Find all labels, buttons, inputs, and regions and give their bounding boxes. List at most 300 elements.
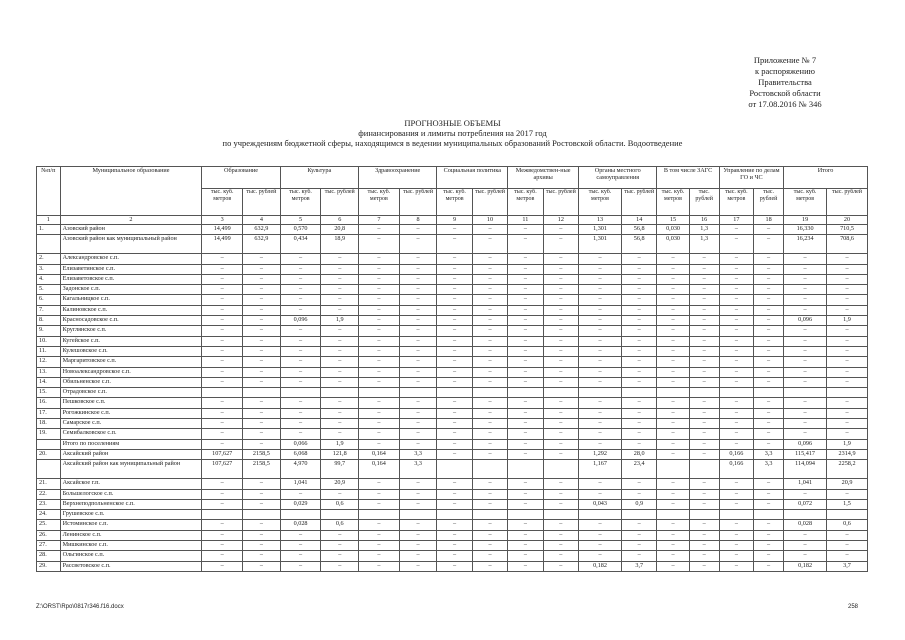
value-cell: – [202, 357, 243, 367]
value-cell: 0,182 [579, 561, 622, 571]
table-row [37, 295, 868, 305]
column-number: 15 [657, 216, 689, 225]
value-cell: – [359, 225, 400, 235]
municipality-name: Аксайский район как муниципальный район [60, 460, 202, 479]
table-row [37, 388, 868, 398]
value-cell: – [472, 254, 507, 264]
municipality-name: Аксайское г.п. [60, 479, 202, 489]
value-cell: 2158,5 [243, 460, 281, 479]
value-cell: – [280, 326, 321, 336]
value-cell: 14,499 [202, 235, 243, 254]
value-cell: – [243, 316, 281, 326]
value-cell: – [657, 479, 689, 489]
value-cell: – [243, 419, 281, 429]
column-number: 20 [827, 216, 868, 225]
value-cell: – [359, 479, 400, 489]
table-row [37, 274, 868, 284]
value-cell: – [827, 367, 868, 377]
value-cell: – [622, 357, 657, 367]
municipality-name: Самарское с.п. [60, 419, 202, 429]
value-cell [543, 460, 578, 479]
value-cell: – [622, 295, 657, 305]
row-number: 17. [37, 408, 61, 418]
value-cell: – [754, 305, 784, 315]
municipality-name: Семибалковское с.п. [60, 429, 202, 439]
value-cell: – [243, 551, 281, 561]
value-cell: – [202, 336, 243, 346]
row-number: 11. [37, 346, 61, 356]
value-cell: – [243, 346, 281, 356]
value-cell: – [657, 408, 689, 418]
value-cell: – [437, 489, 472, 499]
value-cell: – [202, 561, 243, 571]
value-cell: – [754, 264, 784, 274]
value-cell [827, 388, 868, 398]
municipality-name: Кугейское с.п. [60, 336, 202, 346]
unit-volume-header: тыс. куб. метров [359, 189, 400, 216]
column-number: 3 [202, 216, 243, 225]
value-cell: – [472, 419, 507, 429]
value-cell: – [657, 305, 689, 315]
value-cell: – [622, 479, 657, 489]
value-cell [689, 388, 719, 398]
value-cell: – [543, 408, 578, 418]
value-cell: – [754, 254, 784, 264]
row-number: 5. [37, 285, 61, 295]
value-cell: 121,8 [321, 449, 359, 459]
unit-money-header: тыс. рублей [543, 189, 578, 216]
value-cell: – [359, 264, 400, 274]
value-cell: 99,7 [321, 460, 359, 479]
value-cell: – [719, 346, 753, 356]
table-row [37, 429, 868, 439]
value-cell: – [359, 316, 400, 326]
column-number-row [37, 216, 868, 225]
value-cell: 1,167 [579, 460, 622, 479]
column-number: 4 [243, 216, 281, 225]
value-cell: – [437, 530, 472, 540]
value-cell: – [243, 295, 281, 305]
value-cell: 1,9 [827, 316, 868, 326]
value-cell: – [472, 408, 507, 418]
municipality-name: Азовский район [60, 225, 202, 235]
value-cell: – [827, 408, 868, 418]
value-cell: – [657, 419, 689, 429]
value-cell: – [321, 489, 359, 499]
value-cell [472, 460, 507, 479]
value-cell: 1,041 [280, 479, 321, 489]
value-cell: – [657, 449, 689, 459]
column-number: 18 [754, 216, 784, 225]
municipality-name: Калиновское с.п. [60, 305, 202, 315]
value-cell: – [399, 439, 437, 449]
value-cell: – [437, 439, 472, 449]
value-cell: – [508, 357, 543, 367]
municipality-name: Александровское с.п. [60, 254, 202, 264]
value-cell: 114,094 [784, 460, 827, 479]
value-cell: – [202, 408, 243, 418]
value-cell: – [689, 254, 719, 264]
value-cell [579, 388, 622, 398]
value-cell: 20,9 [321, 479, 359, 489]
value-cell: – [689, 367, 719, 377]
row-number [37, 439, 61, 449]
value-cell: 632,9 [243, 235, 281, 254]
value-cell: – [827, 377, 868, 387]
value-cell: – [543, 336, 578, 346]
value-cell: – [321, 305, 359, 315]
value-cell [827, 510, 868, 520]
value-cell: – [827, 551, 868, 561]
table-row [37, 439, 868, 449]
value-cell: – [543, 398, 578, 408]
value-cell: – [719, 429, 753, 439]
value-cell: – [784, 326, 827, 336]
value-cell: – [508, 520, 543, 530]
value-cell: – [543, 439, 578, 449]
value-cell: – [622, 264, 657, 274]
value-cell: – [472, 235, 507, 254]
row-number: 7. [37, 305, 61, 315]
value-cell: – [399, 336, 437, 346]
value-cell: – [321, 561, 359, 571]
value-cell: – [280, 541, 321, 551]
row-number: 27. [37, 541, 61, 551]
value-cell: – [437, 408, 472, 418]
value-cell: – [579, 408, 622, 418]
value-cell: – [359, 520, 400, 530]
value-cell: 0,6 [827, 520, 868, 530]
municipality-name: Отрадовское с.п. [60, 388, 202, 398]
value-cell: – [437, 561, 472, 571]
row-number: 19. [37, 429, 61, 439]
value-cell: – [579, 398, 622, 408]
value-cell [784, 388, 827, 398]
value-cell: – [622, 367, 657, 377]
value-cell: – [202, 439, 243, 449]
value-cell: – [437, 541, 472, 551]
value-cell: – [754, 520, 784, 530]
value-cell: – [657, 254, 689, 264]
value-cell: – [472, 326, 507, 336]
row-number: 24. [37, 510, 61, 520]
value-cell: 2314,9 [827, 449, 868, 459]
value-cell: – [202, 316, 243, 326]
value-cell: – [689, 305, 719, 315]
value-cell: – [359, 398, 400, 408]
value-cell: – [622, 377, 657, 387]
value-cell: – [754, 408, 784, 418]
value-cell: 1,292 [579, 449, 622, 459]
table-row [37, 460, 868, 479]
value-cell: – [202, 274, 243, 284]
value-cell: – [827, 305, 868, 315]
value-cell: – [579, 274, 622, 284]
value-cell: – [719, 295, 753, 305]
value-cell: – [689, 357, 719, 367]
value-cell: – [543, 274, 578, 284]
title-line-3: по учреждениям бюджетной сферы, находящимся в ведении муниципальных образований Ростовской области. Водоотведение [222, 138, 683, 148]
value-cell: – [754, 346, 784, 356]
table-row [37, 264, 868, 274]
value-cell: – [754, 285, 784, 295]
column-number: 2 [60, 216, 202, 225]
table-row [37, 479, 868, 489]
value-cell: 16,234 [784, 235, 827, 254]
value-cell: – [508, 541, 543, 551]
value-cell: – [399, 367, 437, 377]
value-cell: – [508, 326, 543, 336]
value-cell: – [321, 551, 359, 561]
value-cell: – [399, 489, 437, 499]
value-cell: – [579, 377, 622, 387]
value-cell: 6,068 [280, 449, 321, 459]
value-cell: – [784, 367, 827, 377]
value-cell: – [543, 429, 578, 439]
value-cell: – [508, 530, 543, 540]
table-row [37, 346, 868, 356]
value-cell: – [202, 254, 243, 264]
value-cell: – [622, 530, 657, 540]
unit-volume-header: тыс. куб. метров [280, 189, 321, 216]
table-row [37, 326, 868, 336]
value-cell: 28,0 [622, 449, 657, 459]
value-cell: 0,6 [321, 520, 359, 530]
value-cell: – [754, 439, 784, 449]
value-cell: 1,3 [689, 225, 719, 235]
value-cell: – [719, 398, 753, 408]
table-row [37, 305, 868, 315]
value-cell: – [657, 264, 689, 274]
value-cell: – [754, 561, 784, 571]
value-cell: 0,166 [719, 449, 753, 459]
value-cell: – [689, 274, 719, 284]
value-cell: – [784, 295, 827, 305]
value-cell: – [784, 357, 827, 367]
value-cell: – [321, 336, 359, 346]
value-cell: – [827, 357, 868, 367]
value-cell: 2258,2 [827, 460, 868, 479]
value-cell [784, 510, 827, 520]
municipality-name: Задонское с.п. [60, 285, 202, 295]
value-cell: – [657, 551, 689, 561]
value-cell: – [202, 489, 243, 499]
group-header: Образование [202, 167, 280, 189]
value-cell: – [359, 336, 400, 346]
value-cell: – [202, 499, 243, 509]
value-cell: – [280, 285, 321, 295]
value-cell: – [202, 264, 243, 274]
value-cell: – [321, 346, 359, 356]
value-cell: – [657, 346, 689, 356]
value-cell: – [754, 336, 784, 346]
value-cell: – [202, 429, 243, 439]
value-cell: – [202, 377, 243, 387]
value-cell: – [280, 274, 321, 284]
value-cell: – [622, 305, 657, 315]
table-row [37, 489, 868, 499]
value-cell: – [508, 429, 543, 439]
value-cell: – [719, 274, 753, 284]
group-header: Социальная политика [437, 167, 508, 189]
value-cell: – [280, 408, 321, 418]
value-cell: – [579, 489, 622, 499]
value-cell [719, 388, 753, 398]
value-cell: – [622, 285, 657, 295]
column-number: 12 [543, 216, 578, 225]
table-row [37, 419, 868, 429]
group-header: В том числе ЗАГС [657, 167, 719, 189]
value-cell: – [657, 274, 689, 284]
value-cell: – [543, 367, 578, 377]
value-cell: – [543, 419, 578, 429]
value-cell: 1,3 [689, 235, 719, 254]
municipality-name: Новоалександровское с.п. [60, 367, 202, 377]
value-cell: – [754, 225, 784, 235]
municipality-name: Мишкинское с.п. [60, 541, 202, 551]
value-cell: – [719, 408, 753, 418]
value-cell: – [359, 274, 400, 284]
value-cell: – [472, 305, 507, 315]
value-cell: – [359, 551, 400, 561]
value-cell: 0,030 [657, 225, 689, 235]
value-cell [508, 460, 543, 479]
row-number: 21. [37, 479, 61, 489]
value-cell: – [359, 367, 400, 377]
value-cell: – [399, 419, 437, 429]
value-cell: – [508, 398, 543, 408]
value-cell: – [243, 499, 281, 509]
value-cell: – [202, 346, 243, 356]
value-cell: – [280, 346, 321, 356]
value-cell: – [657, 357, 689, 367]
unit-money-header: тыс. рублей [399, 189, 437, 216]
appendix-block [700, 55, 870, 110]
row-number: 20. [37, 449, 61, 459]
value-cell: – [399, 357, 437, 367]
value-cell: – [579, 439, 622, 449]
value-cell: – [243, 305, 281, 315]
value-cell: – [719, 254, 753, 264]
value-cell: 3,7 [827, 561, 868, 571]
value-cell: – [243, 561, 281, 571]
value-cell: – [472, 530, 507, 540]
value-cell [689, 460, 719, 479]
column-number: 5 [280, 216, 321, 225]
value-cell: – [827, 336, 868, 346]
value-cell: – [622, 316, 657, 326]
value-cell: – [754, 530, 784, 540]
value-cell: – [719, 285, 753, 295]
value-cell: – [202, 295, 243, 305]
value-cell: 3,3 [754, 460, 784, 479]
value-cell: – [399, 520, 437, 530]
value-cell: – [657, 316, 689, 326]
value-cell: – [399, 285, 437, 295]
value-cell: 1,301 [579, 235, 622, 254]
value-cell: – [784, 285, 827, 295]
value-cell: – [579, 357, 622, 367]
value-cell: – [543, 499, 578, 509]
row-number: 9. [37, 326, 61, 336]
value-cell [657, 460, 689, 479]
value-cell: – [784, 274, 827, 284]
value-cell: – [827, 429, 868, 439]
value-cell: – [657, 541, 689, 551]
value-cell: – [437, 336, 472, 346]
value-cell: – [280, 264, 321, 274]
value-cell: – [399, 346, 437, 356]
value-cell: 0,029 [280, 499, 321, 509]
column-number: 17 [719, 216, 753, 225]
value-cell: – [784, 305, 827, 315]
value-cell: – [543, 225, 578, 235]
value-cell: – [437, 449, 472, 459]
value-cell: – [321, 357, 359, 367]
value-cell: – [543, 530, 578, 540]
municipality-name: Пешковское с.п. [60, 398, 202, 408]
value-cell: – [437, 367, 472, 377]
value-cell: – [657, 398, 689, 408]
value-cell: – [359, 346, 400, 356]
value-cell: – [359, 408, 400, 418]
value-cell: 107,627 [202, 449, 243, 459]
value-cell: 1,9 [321, 439, 359, 449]
value-cell: – [472, 439, 507, 449]
value-cell: – [719, 225, 753, 235]
group-header: Межведомствен-ные архивы [508, 167, 579, 189]
value-cell: – [280, 551, 321, 561]
value-cell: – [359, 439, 400, 449]
municipality-name: Ленинское с.п. [60, 530, 202, 540]
value-cell: – [508, 408, 543, 418]
table-row [37, 510, 868, 520]
value-cell: – [754, 274, 784, 284]
municipality-name: Большелогское с.п. [60, 489, 202, 499]
value-cell: – [437, 346, 472, 356]
row-number [37, 460, 61, 479]
value-cell: – [754, 419, 784, 429]
value-cell: – [579, 336, 622, 346]
table-row [37, 520, 868, 530]
municipality-name: Грушевское с.п. [60, 510, 202, 520]
value-cell: – [784, 398, 827, 408]
unit-volume-header: тыс. куб. метров [579, 189, 622, 216]
value-cell: 1,5 [827, 499, 868, 509]
value-cell: 20,8 [321, 225, 359, 235]
value-cell: – [243, 367, 281, 377]
value-cell: – [827, 419, 868, 429]
value-cell: – [202, 398, 243, 408]
value-cell: – [437, 326, 472, 336]
value-cell: – [243, 489, 281, 499]
municipality-name: Красносадовское с.п. [60, 316, 202, 326]
row-number: 3. [37, 264, 61, 274]
value-cell: – [472, 225, 507, 235]
value-cell: – [508, 551, 543, 561]
value-cell: – [437, 235, 472, 254]
value-cell: – [399, 295, 437, 305]
municipality-name: Маргаритовское с.п. [60, 357, 202, 367]
row-number: 22. [37, 489, 61, 499]
table-row [37, 530, 868, 540]
value-cell: – [784, 254, 827, 264]
value-cell [657, 388, 689, 398]
value-cell: – [657, 439, 689, 449]
value-cell: – [657, 285, 689, 295]
value-cell [508, 510, 543, 520]
value-cell: 3,7 [622, 561, 657, 571]
